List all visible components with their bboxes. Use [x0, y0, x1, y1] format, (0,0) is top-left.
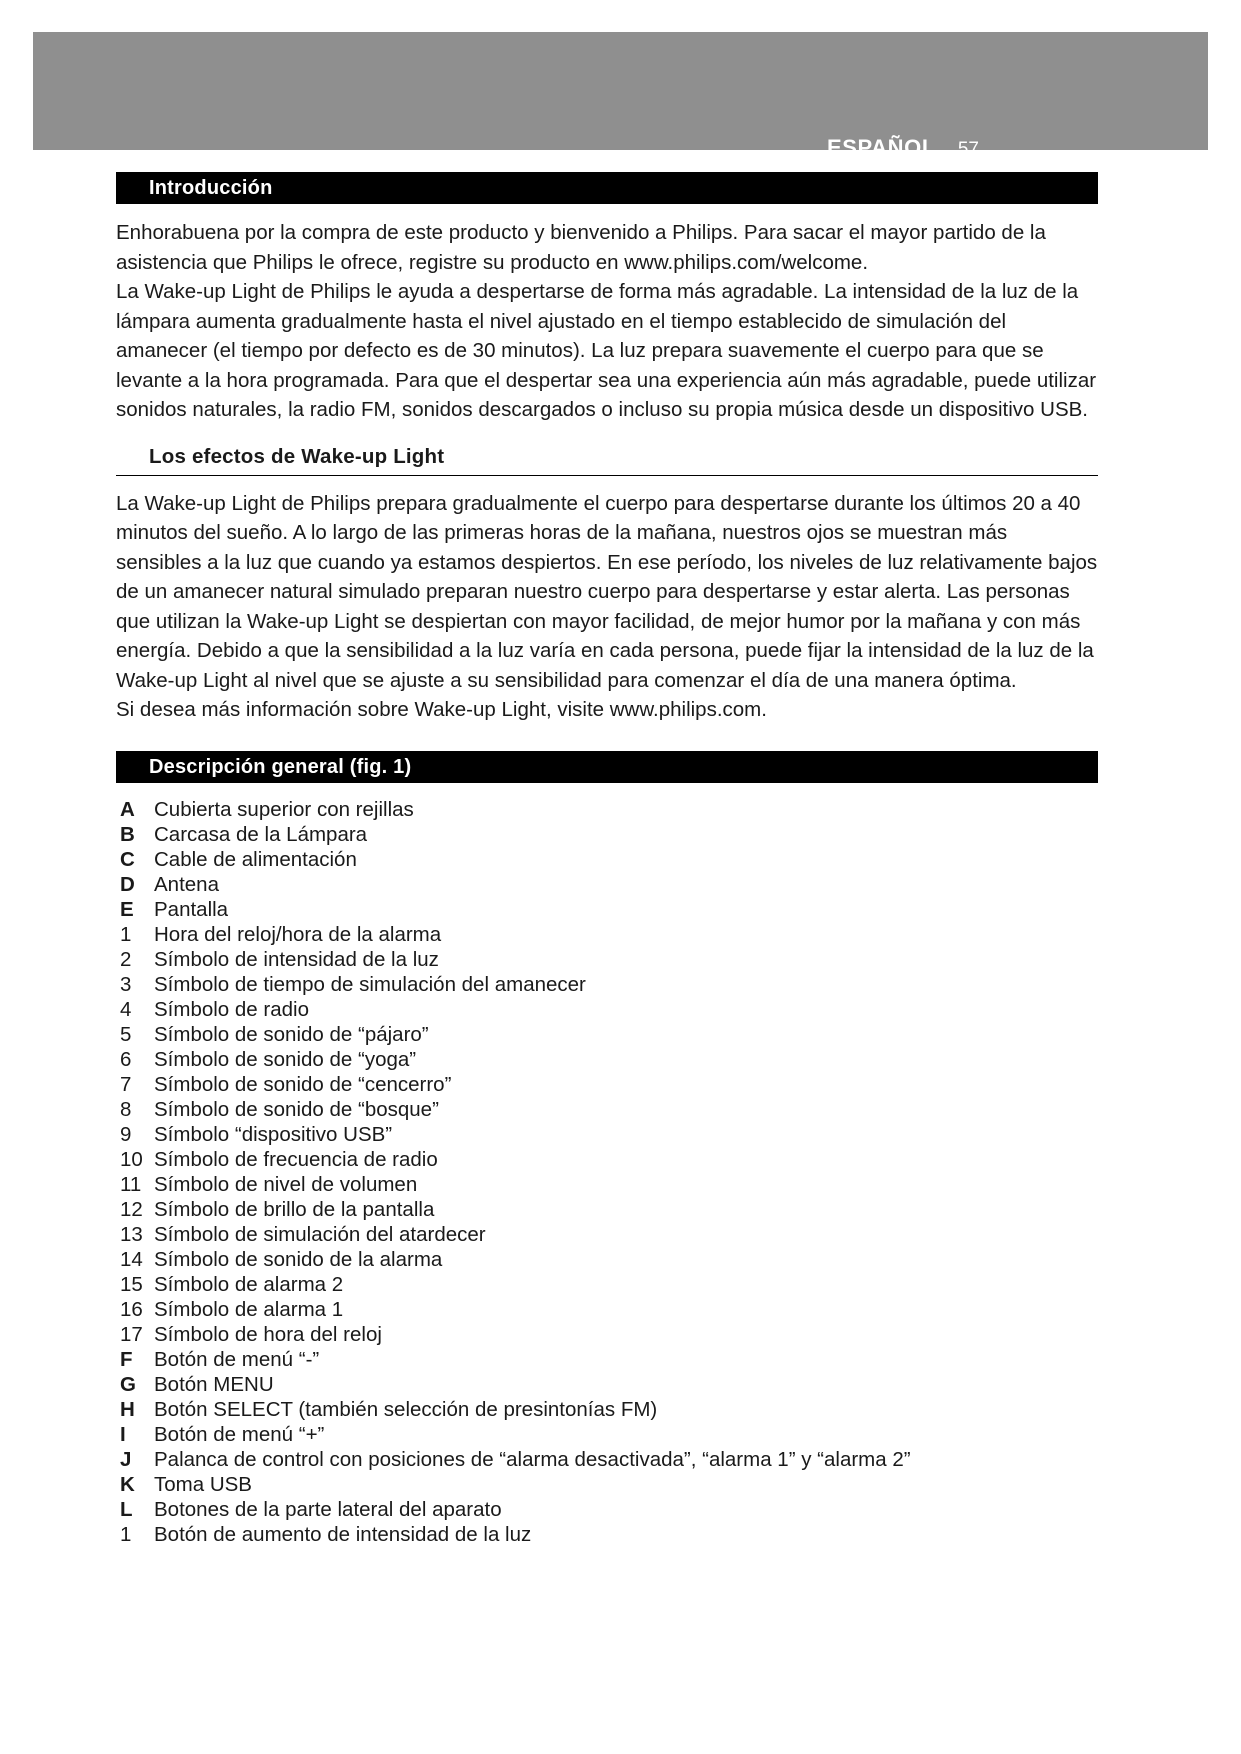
- list-item-key: 8: [120, 1097, 132, 1121]
- list-item-label: Símbolo de sonido de “yoga”: [154, 1047, 417, 1071]
- list-item: [116, 1172, 1098, 1197]
- list-item: [116, 1497, 1098, 1522]
- list-item-key: J: [120, 1447, 132, 1471]
- list-item-key: 6: [120, 1047, 132, 1071]
- intro-paragraph-2: La Wake-up Light de Philips le ayuda a despertarse de forma más agradable. La intensidad de la luz de la lámpara aumenta gradualmente hasta el nivel ajustado en el tiempo establecido de simulación del amanecer (el tiempo por defecto es de 30 minutos). La luz prepara suavemente el cuerpo para que se levante a la hora programada. Para que el despertar sea una experiencia aún más agradable, puede utilizar sonidos naturales, la radio FM, sonidos descargados o incluso su propia música desde un dispositivo USB.: [116, 280, 1097, 421]
- list-item-label: Palanca de control con posiciones de “alarma desactivada”, “alarma 1” y “alarma 2”: [154, 1447, 911, 1471]
- header-page-number: 57: [957, 139, 979, 160]
- list-item-key: 10: [120, 1147, 143, 1171]
- list-item: [116, 872, 1098, 897]
- list-item: [116, 1397, 1098, 1422]
- list-item-key: 15: [120, 1272, 143, 1296]
- list-item-label: Pantalla: [154, 897, 229, 921]
- list-item-label: Símbolo de radio: [154, 997, 309, 1021]
- list-item: [116, 1097, 1098, 1122]
- list-item: [116, 997, 1098, 1022]
- list-item: [116, 1347, 1098, 1372]
- list-item-key: 1: [120, 1522, 132, 1546]
- list-item-label: Cable de alimentación: [154, 847, 357, 871]
- list-item: [116, 1072, 1098, 1097]
- list-item: [116, 1472, 1098, 1497]
- list-item: [116, 847, 1098, 872]
- parts-list: [116, 797, 1098, 1547]
- list-item-label: Símbolo de alarma 1: [154, 1297, 344, 1321]
- list-item: [116, 1422, 1098, 1447]
- list-item-key: 13: [120, 1222, 143, 1246]
- list-item-label: Símbolo de nivel de volumen: [154, 1172, 418, 1196]
- header-title: [827, 135, 979, 161]
- list-item: [116, 922, 1098, 947]
- list-item: [116, 1047, 1098, 1072]
- list-item: [116, 1147, 1098, 1172]
- list-item-key: 5: [120, 1022, 132, 1046]
- list-item: [116, 1447, 1098, 1472]
- list-item: [116, 1197, 1098, 1222]
- list-item: [116, 1297, 1098, 1322]
- list-item-key: L: [120, 1497, 133, 1521]
- list-item-label: Símbolo de sonido de “cencerro”: [154, 1072, 452, 1096]
- list-item: [116, 1022, 1098, 1047]
- list-item-label: Símbolo de sonido de “pájaro”: [154, 1022, 429, 1046]
- list-item-key: E: [120, 897, 134, 921]
- intro-paragraph-1: Enhorabuena por la compra de este producto y bienvenido a Philips. Para sacar el mayor partido de la asistencia que Philips le ofrece, registre su producto en www.philips.com/welcome.: [116, 221, 1046, 274]
- list-item: [116, 822, 1098, 847]
- list-item-key: I: [120, 1422, 126, 1446]
- list-item-key: 3: [120, 972, 132, 996]
- list-item-label: Símbolo de sonido de la alarma: [154, 1247, 443, 1271]
- list-item: [116, 1222, 1098, 1247]
- list-item-key: 14: [120, 1247, 143, 1271]
- list-item-key: G: [120, 1372, 136, 1396]
- effects-paragraph-2: Si desea más información sobre Wake-up Light, visite www.philips.com.: [116, 698, 767, 721]
- list-item-key: 9: [120, 1122, 132, 1146]
- section-spacer: [116, 725, 1098, 751]
- list-item-key: K: [120, 1472, 135, 1496]
- list-item: [116, 1522, 1098, 1547]
- list-item-label: Antena: [154, 872, 219, 896]
- list-item-label: Símbolo de tiempo de simulación del amanecer: [154, 972, 586, 996]
- list-item-label: Símbolo de sonido de “bosque”: [154, 1097, 439, 1121]
- list-item-key: A: [120, 797, 135, 821]
- section-bar-introduccion: Introducción: [116, 172, 1098, 204]
- list-item-label: Botón de menú “-”: [154, 1347, 320, 1371]
- list-item-key: 11: [120, 1172, 142, 1196]
- list-item: [116, 1122, 1098, 1147]
- list-item-label: Botón de menú “+”: [154, 1422, 325, 1446]
- page-content: [116, 172, 1098, 1547]
- list-item-label: Símbolo “dispositivo USB”: [154, 1122, 393, 1146]
- list-item-label: Símbolo de brillo de la pantalla: [154, 1197, 435, 1221]
- list-item-key: 17: [120, 1322, 143, 1346]
- list-item-key: 4: [120, 997, 132, 1021]
- list-item-key: 2: [120, 947, 132, 971]
- list-item-label: Símbolo de intensidad de la luz: [154, 947, 439, 971]
- list-item: [116, 897, 1098, 922]
- header-language-label: ESPAÑOL: [826, 135, 936, 160]
- section-bar-descripcion-general: Descripción general (fig. 1): [116, 751, 1098, 783]
- subheading-rule: [116, 475, 1098, 476]
- list-item: [116, 1272, 1098, 1297]
- list-item-label: Símbolo de frecuencia de radio: [154, 1147, 438, 1171]
- list-item-label: Símbolo de alarma 2: [154, 1272, 344, 1296]
- list-item-key: 1: [120, 922, 132, 946]
- list-item: [116, 1247, 1098, 1272]
- list-item-label: Botón SELECT (también selección de presintonías FM): [154, 1397, 658, 1421]
- list-item-key: B: [120, 822, 135, 846]
- subheading-efectos: Los efectos de Wake-up Light: [149, 444, 445, 468]
- list-item-label: Símbolo de hora del reloj: [154, 1322, 382, 1346]
- list-item-key: D: [120, 872, 135, 896]
- list-item: [116, 1372, 1098, 1397]
- list-item: [116, 797, 1098, 822]
- list-item-label: Botones de la parte lateral del aparato: [154, 1497, 502, 1521]
- list-item-key: 12: [120, 1197, 143, 1221]
- list-item-label: Cubierta superior con rejillas: [154, 797, 414, 821]
- list-item-key: F: [120, 1347, 133, 1371]
- list-item-label: Botón de aumento de intensidad de la luz: [154, 1522, 532, 1546]
- page-header-band: [33, 32, 1208, 160]
- list-item-label: Hora del reloj/hora de la alarma: [154, 922, 442, 946]
- list-item-key: 16: [120, 1297, 143, 1321]
- list-item-label: Botón MENU: [154, 1372, 274, 1396]
- list-item-key: C: [120, 847, 135, 871]
- list-item-label: Símbolo de simulación del atardecer: [154, 1222, 486, 1246]
- list-item-label: Toma USB: [154, 1472, 252, 1496]
- list-item-key: H: [120, 1397, 135, 1421]
- effects-paragraph-1: La Wake-up Light de Philips prepara gradualmente el cuerpo para despertarse durante los últimos 20 a 40 minutos del sueño. A lo largo de las primeras horas de la mañana, nuestros ojos se muestran más sensibles a la luz que cuando ya estamos despiertos. En ese período, los niveles de luz relativamente bajos de un amanecer natural simulado preparan nuestro cuerpo para despertarse y estar alerta. Las personas que utilizan la Wake-up Light se despiertan con mayor facilidad, de mejor humor por la mañana y con más energía. Debido a que la sensibilidad a la luz varía en cada persona, puede fijar la intensidad de la luz de la Wake-up Light al nivel que se ajuste a su sensibilidad para comenzar el día de una manera óptima.: [116, 491, 1098, 692]
- list-item: [116, 972, 1098, 997]
- list-item: [116, 947, 1098, 972]
- list-item-label: Carcasa de la Lámpara: [154, 822, 368, 846]
- list-item: [116, 1322, 1098, 1347]
- list-item-key: 7: [120, 1072, 132, 1096]
